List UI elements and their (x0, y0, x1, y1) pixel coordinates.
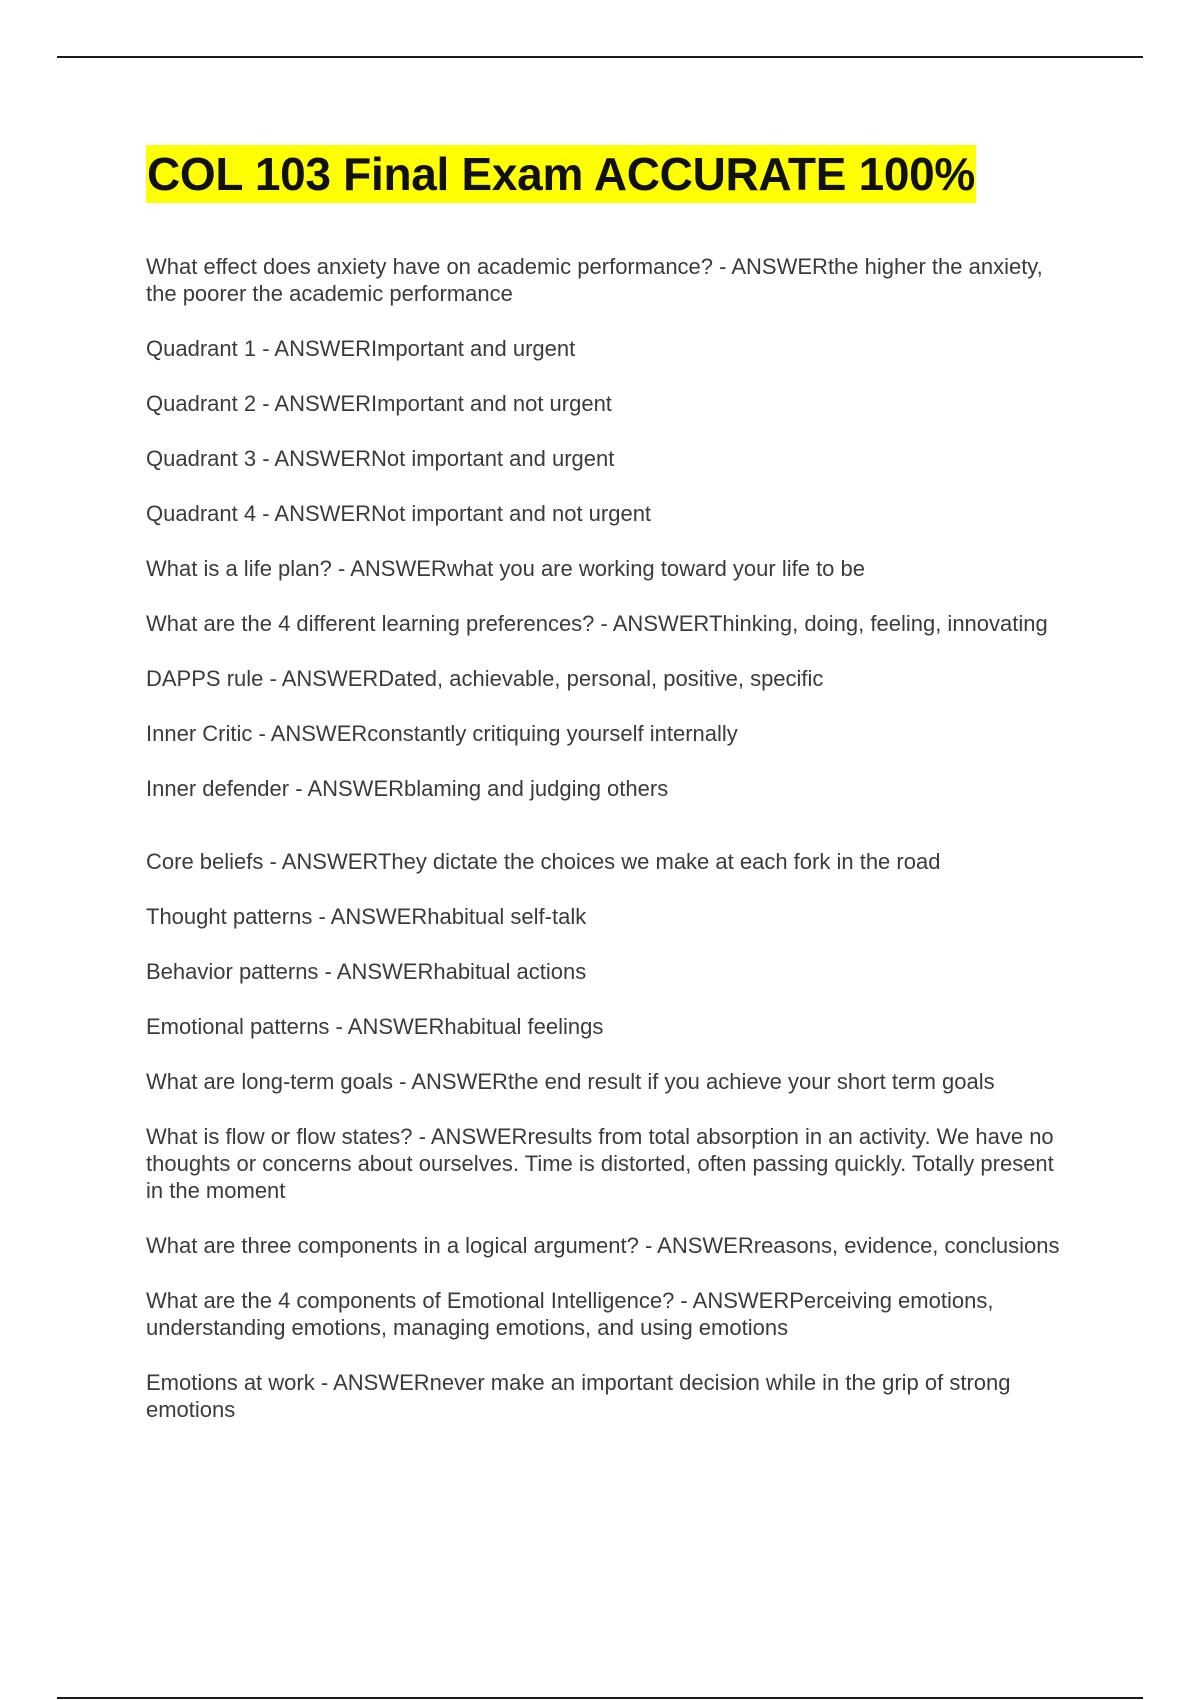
question-text: Quadrant 3 (146, 446, 257, 471)
qa-item (146, 610, 1076, 637)
answer-text: habitual self-talk (427, 904, 587, 929)
answer-text: Perceiving emotions, understanding emotions, managing emotions, and using emotions (146, 1288, 994, 1340)
question-text: Emotional patterns (146, 1014, 330, 1039)
qa-item (146, 445, 1076, 472)
answer-text: Not important and not urgent (370, 501, 652, 526)
qa-item (146, 1013, 1076, 1040)
question-text: What are long-term goals (146, 1069, 393, 1094)
answer-separator: - ANSWER (312, 904, 428, 929)
qa-item (146, 253, 1076, 307)
answer-text: They dictate the choices we make at each fork in the road (377, 849, 941, 874)
answer-separator: - ANSWER (331, 556, 447, 581)
answer-separator: - ANSWER (252, 721, 368, 746)
answer-separator: - ANSWER (638, 1233, 754, 1258)
answer-text: habitual actions (433, 959, 587, 984)
answer-separator: - ANSWER (314, 1370, 430, 1395)
answer-separator: - ANSWER (393, 1069, 508, 1094)
question-text: What is flow or flow states? (146, 1124, 413, 1149)
answer-text: the higher the anxiety, the poorer the academic performance (146, 254, 1043, 306)
answer-text: reasons, evidence, conclusions (753, 1233, 1060, 1258)
answer-text: blaming and judging others (404, 776, 669, 801)
answer-text: Important and not urgent (370, 391, 612, 416)
qa-item (146, 958, 1076, 985)
answer-text: Dated, achievable, personal, positive, specific (378, 666, 824, 691)
answer-text: Not important and urgent (370, 446, 615, 471)
answer-separator: - ANSWER (412, 1124, 528, 1149)
question-text: Thought patterns (146, 904, 313, 929)
answer-separator: - ANSWER (256, 336, 371, 361)
question-text: Behavior patterns (146, 959, 319, 984)
qa-item (146, 1123, 1076, 1204)
question-text: What are the 4 components of Emotional Intelligence? (146, 1288, 675, 1313)
qa-item (146, 903, 1076, 930)
answer-text: never make an important decision while in the grip of strong emotions (146, 1370, 1011, 1422)
footer-rule (57, 1697, 1143, 1699)
qa-item (146, 848, 1076, 875)
qa-item (146, 335, 1076, 362)
qa-item (146, 665, 1076, 692)
question-text: What is a life plan? (146, 556, 332, 581)
answer-separator: - ANSWER (289, 776, 405, 801)
answer-text: the end result if you achieve your short term goals (507, 1069, 995, 1094)
document-title: COL 103 Final Exam ACCURATE 100% (146, 145, 976, 203)
answer-separator: - ANSWER (256, 391, 371, 416)
qa-item (146, 775, 1076, 802)
answer-separator: - ANSWER (713, 254, 828, 279)
answer-separator: - ANSWER (594, 611, 709, 636)
answer-separator: - ANSWER (674, 1288, 790, 1313)
question-text: Quadrant 2 (146, 391, 257, 416)
question-text: What are the 4 different learning preferences? (146, 611, 595, 636)
question-text: Core beliefs (146, 849, 264, 874)
answer-separator: - ANSWER (263, 666, 379, 691)
question-text: Quadrant 4 (146, 501, 257, 526)
answer-separator: - ANSWER (256, 446, 371, 471)
header-rule (57, 56, 1143, 58)
answer-text: Thinking, doing, feeling, innovating (708, 611, 1048, 636)
question-text: Quadrant 1 (146, 336, 257, 361)
qa-item (146, 1287, 1076, 1341)
answer-separator: - ANSWER (256, 501, 371, 526)
answer-text: what you are working toward your life to be (446, 556, 865, 581)
question-text: DAPPS rule (146, 666, 264, 691)
document-body (146, 145, 1076, 1451)
qa-item (146, 1068, 1076, 1095)
answer-separator: - ANSWER (318, 959, 434, 984)
answer-separator: - ANSWER (329, 1014, 445, 1039)
answer-text: results from total absorption in an activity. We have no thoughts or concerns about ourselves. Time is distorted, often passing quickly. Totally present in the moment (146, 1124, 1054, 1203)
qa-item (146, 390, 1076, 417)
answer-text: Important and urgent (370, 336, 576, 361)
qa-item (146, 720, 1076, 747)
answer-text: habitual feelings (444, 1014, 604, 1039)
question-text: What effect does anxiety have on academic performance? (146, 254, 714, 279)
qa-item (146, 500, 1076, 527)
qa-item (146, 1232, 1076, 1259)
qa-list (146, 253, 1076, 1423)
question-text: Inner Critic (146, 721, 253, 746)
question-text: What are three components in a logical argument? (146, 1233, 639, 1258)
question-text: Emotions at work (146, 1370, 315, 1395)
answer-text: constantly critiquing yourself internally (367, 721, 738, 746)
qa-item (146, 1369, 1076, 1423)
answer-separator: - ANSWER (263, 849, 378, 874)
qa-item (146, 555, 1076, 582)
question-text: Inner defender (146, 776, 290, 801)
